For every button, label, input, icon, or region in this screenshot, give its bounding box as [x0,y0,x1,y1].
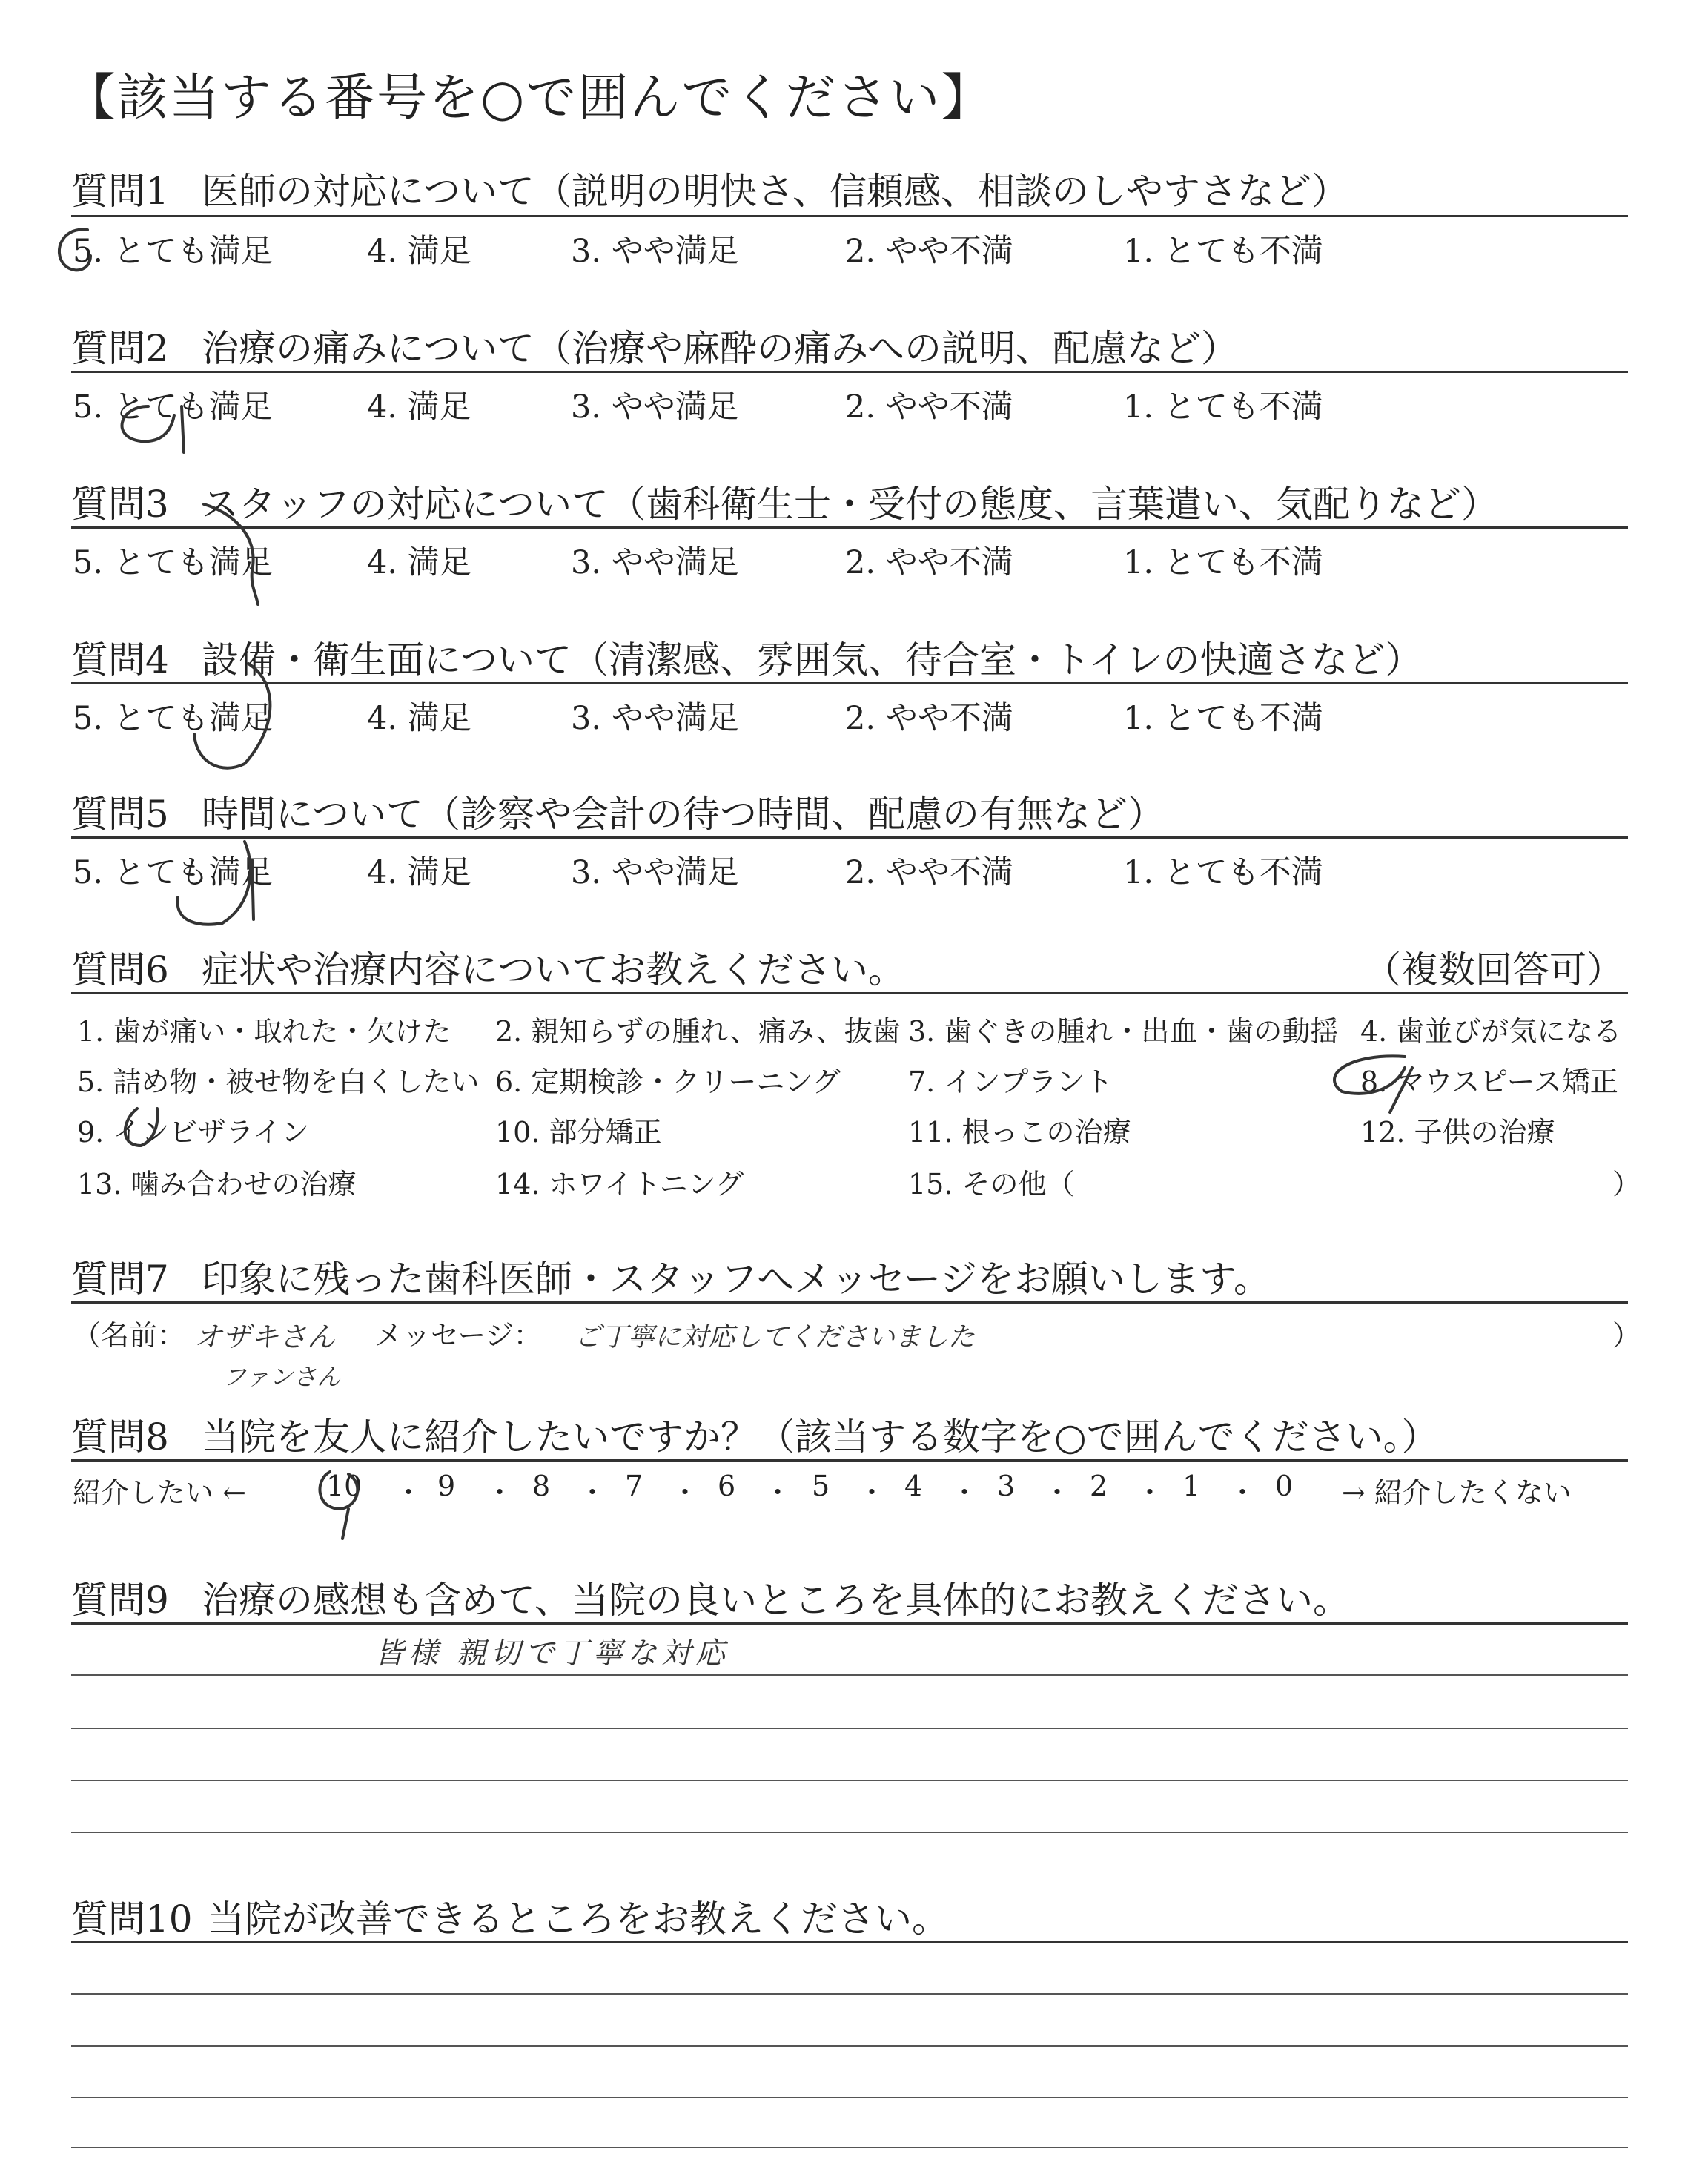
q1-option-1[interactable]: 1. とても不満 [1123,233,1323,270]
q7-close-paren: ） [1612,1319,1641,1352]
question-4-rule [71,682,1628,684]
q6-item-3[interactable]: 3. 歯ぐきの腫れ・出血・歯の動揺 [908,1015,1339,1048]
q8-score-7[interactable]: 7 [625,1470,643,1502]
q7-name-value-2[interactable]: ファンさん [222,1363,341,1391]
q6-item-1[interactable]: 1. 歯が痛い・取れた・欠けた [77,1015,451,1048]
q8-score-8[interactable]: 8 [532,1470,551,1502]
page-title: 【該当する番号を○で囲んでください】 [65,69,993,128]
q5-option-1[interactable]: 1. とても不満 [1123,854,1323,891]
question-6-text: 症状や治療内容についてお教えください。 [202,948,905,991]
question-6-rule [71,992,1628,994]
answer-line [71,1832,1628,1833]
q8-score-2[interactable]: 2 [1090,1470,1108,1502]
q4-option-4[interactable]: 4. 満足 [367,700,471,737]
answer-line [71,2097,1628,2098]
q8-sep: ・ [1043,1476,1072,1509]
question-9-label: 質問9 [71,1579,169,1622]
q4-option-2[interactable]: 2. やや不満 [845,700,1013,737]
q3-option-3[interactable]: 3. やや満足 [571,544,739,581]
q6-item-14[interactable]: 14. ホワイトニング [495,1168,744,1200]
question-1-label: 質問1 [71,170,169,213]
q1-option-5[interactable]: 5. とても満足 [73,233,273,270]
q3-option-4[interactable]: 4. 満足 [367,544,471,581]
q5-option-3[interactable]: 3. やや満足 [571,854,739,891]
question-8-rule [71,1459,1628,1462]
q8-sep: ・ [764,1476,792,1509]
q8-score-5[interactable]: 5 [812,1470,830,1502]
q7-name-label: （名前： [73,1319,186,1352]
q6-other-close-paren: ） [1612,1168,1641,1200]
question-5-rule [71,836,1628,839]
answer-line [71,1728,1628,1729]
q7-message-value[interactable]: ご丁寧に対応してくださいました [575,1322,976,1353]
q6-item-11[interactable]: 11. 根っこの治療 [908,1116,1131,1149]
question-4-label: 質問4 [71,638,169,681]
q8-score-1[interactable]: 1 [1182,1470,1201,1502]
q8-sep: ・ [1228,1476,1257,1509]
answer-line [71,1674,1628,1676]
question-6-label: 質問6 [71,948,169,991]
q6-item-5[interactable]: 5. 詰め物・被せ物を白くしたい [77,1066,480,1098]
q8-score-0[interactable]: 0 [1275,1470,1294,1502]
question-2-text: 治療の痛みについて（治療や麻酔の痛みへの説明、配慮など） [202,327,1238,370]
q2-option-1[interactable]: 1. とても不満 [1123,389,1323,426]
question-2-rule [71,371,1628,373]
question-2-label: 質問2 [71,327,169,370]
q5-option-4[interactable]: 4. 満足 [367,854,471,891]
question-7-rule [71,1301,1628,1304]
q2-option-5[interactable]: 5. とても満足 [73,389,273,426]
q8-sep: ・ [671,1476,700,1509]
question-1-rule [71,215,1628,217]
q6-item-15[interactable]: 15. その他（ [908,1168,1075,1200]
question-9-text: 治療の感想も含めて、当院の良いところを具体的にお教えください。 [202,1579,1350,1622]
q8-right-label: → 紹介したくない [1342,1476,1572,1509]
question-7-text: 印象に残った歯科医師・スタッフへメッセージをお願いします。 [202,1258,1271,1301]
answer-line [71,1780,1628,1781]
question-10-label: 質問10 [71,1898,193,1941]
q8-score-9[interactable]: 9 [437,1470,456,1502]
question-10-rule [71,1941,1628,1943]
q2-option-3[interactable]: 3. やや満足 [571,389,739,426]
q3-option-1[interactable]: 1. とても不満 [1123,544,1323,581]
question-5-text: 時間について（診察や会計の待つ時間、配慮の有無など） [202,793,1165,836]
question-6-note: （複数回答可） [1364,948,1623,991]
question-1-text: 医師の対応について（説明の明快さ、信頼感、相談のしやすさなど） [202,170,1348,213]
question-8-text: 当院を友人に紹介したいですか？（該当する数字を○で囲んでください。） [202,1416,1439,1459]
q8-sep: ・ [394,1476,423,1509]
q6-item-8[interactable]: 8. マウスピース矯正 [1360,1066,1618,1098]
q7-message-label: メッセージ： [374,1319,542,1352]
q1-option-2[interactable]: 2. やや不満 [845,233,1013,270]
q8-sep: ・ [950,1476,979,1509]
q6-item-13[interactable]: 13. 噛み合わせの治療 [77,1168,357,1200]
question-10-text: 当院が改善できるところをお教えください。 [208,1898,949,1941]
q5-option-5[interactable]: 5. とても満足 [73,854,273,891]
q8-score-6[interactable]: 6 [718,1470,736,1502]
q6-item-4[interactable]: 4. 歯並びが気になる [1360,1015,1622,1048]
question-3-text: スタッフの対応について（歯科衛生士・受付の態度、言葉遣い、気配りなど） [202,483,1498,526]
question-8-label: 質問8 [71,1416,169,1459]
q8-score-10[interactable]: 10 [326,1470,363,1502]
question-3-rule [71,526,1628,529]
q7-name-value[interactable]: オザキさん [194,1321,336,1353]
question-4-text: 設備・衛生面について（清潔感、雰囲気、待合室・トイレの快適さなど） [202,638,1423,681]
q4-option-1[interactable]: 1. とても不満 [1123,700,1323,737]
question-5-label: 質問5 [71,793,169,836]
q6-item-6[interactable]: 6. 定期検診・クリーニング [495,1066,841,1098]
question-7-label: 質問7 [71,1258,169,1301]
q4-option-3[interactable]: 3. やや満足 [571,700,739,737]
answer-line [71,2045,1628,2047]
q8-score-3[interactable]: 3 [997,1470,1016,1502]
q2-option-4[interactable]: 4. 満足 [367,389,471,426]
q6-item-12[interactable]: 12. 子供の治療 [1360,1116,1555,1149]
q6-item-9[interactable]: 9. インビザライン [77,1116,310,1149]
q8-score-4[interactable]: 4 [904,1470,923,1502]
q8-sep: ・ [858,1476,887,1509]
q3-option-5[interactable]: 5. とても満足 [73,544,273,581]
q8-left-label: 紹介したい ← [73,1476,246,1509]
q8-sep: ・ [1136,1476,1165,1509]
q8-tick [342,1509,348,1539]
q6-item-2[interactable]: 2. 親知らずの腫れ、痛み、抜歯 [495,1015,901,1048]
q2-option-2[interactable]: 2. やや不満 [845,389,1013,426]
q1-option-4[interactable]: 4. 満足 [367,233,471,270]
answer-line [71,1993,1628,1995]
q8-sep: ・ [578,1476,607,1509]
question-3-label: 質問3 [71,483,169,526]
q4-option-5[interactable]: 5. とても満足 [73,700,273,737]
q6-item-10[interactable]: 10. 部分矯正 [495,1116,662,1149]
question-9-rule [71,1622,1628,1625]
q5-option-2[interactable]: 2. やや不満 [845,854,1013,891]
q9-answer[interactable]: 皆様 親切で丁寧な対応 [374,1636,729,1671]
q1-option-3[interactable]: 3. やや満足 [571,233,739,270]
q3-option-2[interactable]: 2. やや不満 [845,544,1013,581]
q8-sep: ・ [486,1476,514,1509]
q6-item-7[interactable]: 7. インプラント [908,1066,1113,1098]
answer-line [71,2147,1628,2148]
